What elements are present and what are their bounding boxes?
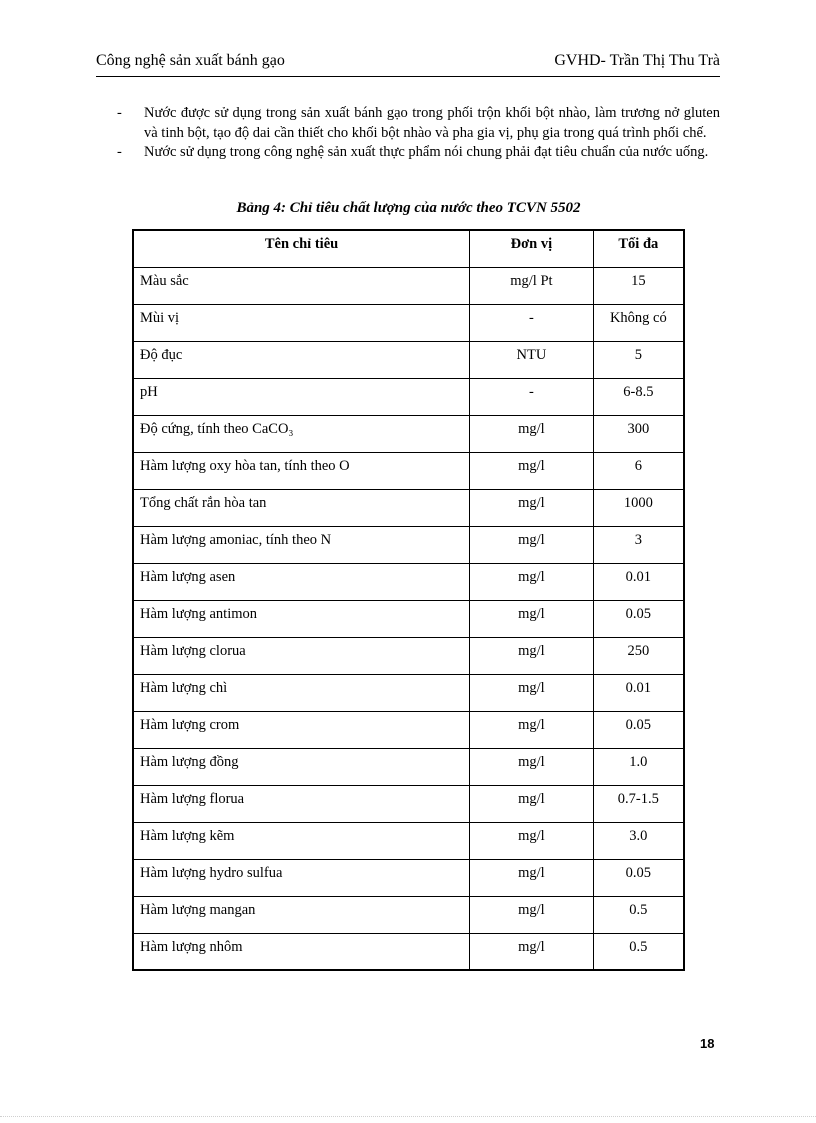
- page-header: [96, 52, 720, 77]
- table-row: [133, 748, 684, 785]
- table-row: [133, 822, 684, 859]
- parameter-name-cell: Hàm lượng mangan: [133, 896, 470, 933]
- max-value-cell: 300: [593, 415, 684, 452]
- parameter-name-cell: Hàm lượng florua: [133, 785, 470, 822]
- max-value-cell: 6: [593, 452, 684, 489]
- parameter-name-cell: Hàm lượng crom: [133, 711, 470, 748]
- parameter-name-cell: Mùi vị: [133, 304, 470, 341]
- supervisor-label: GVHD- Trần Thị Thu Trà: [554, 52, 720, 69]
- table-row: [133, 600, 684, 637]
- max-value-cell: 3: [593, 526, 684, 563]
- unit-cell: mg/l: [470, 933, 594, 970]
- unit-cell: mg/l: [470, 859, 594, 896]
- unit-cell: mg/l: [470, 674, 594, 711]
- water-quality-table: [132, 229, 685, 971]
- parameter-name-cell: Tổng chất rắn hòa tan: [133, 489, 470, 526]
- column-header-max: Tối đa: [593, 230, 684, 267]
- unit-cell: mg/l: [470, 600, 594, 637]
- table-row: [133, 378, 684, 415]
- unit-cell: mg/l: [470, 415, 594, 452]
- list-item: [117, 104, 720, 143]
- unit-cell: mg/l: [470, 637, 594, 674]
- bullet-marker: -: [117, 144, 122, 160]
- table-row: [133, 859, 684, 896]
- table-row: [133, 896, 684, 933]
- unit-cell: NTU: [470, 341, 594, 378]
- unit-cell: mg/l: [470, 785, 594, 822]
- max-value-cell: 6-8.5: [593, 378, 684, 415]
- max-value-cell: 0.01: [593, 674, 684, 711]
- parameter-name-cell: Hàm lượng oxy hòa tan, tính theo O: [133, 452, 470, 489]
- bullet-text: Nước sử dụng trong công nghệ sản xuất thực phẩm nói chung phải đạt tiêu chuẩn của nước uống.: [144, 144, 709, 160]
- parameter-name-cell: Hàm lượng antimon: [133, 600, 470, 637]
- max-value-cell: 0.05: [593, 711, 684, 748]
- footer-divider: [0, 1116, 816, 1117]
- unit-cell: mg/l: [470, 711, 594, 748]
- max-value-cell: 3.0: [593, 822, 684, 859]
- parameter-name-cell: Hàm lượng amoniac, tính theo N: [133, 526, 470, 563]
- parameter-name-cell: Màu sắc: [133, 267, 470, 304]
- column-header-unit: Đơn vị: [470, 230, 594, 267]
- parameter-name-cell: Hàm lượng asen: [133, 563, 470, 600]
- max-value-cell: 0.01: [593, 563, 684, 600]
- bullet-text: Nước được sử dụng trong sản xuất bánh gạo trong phối trộn khối bột nhào, làm trương nở gluten và tinh bột, tạo độ dai cần thiết cho khối bột nhào và pha gia vị, phụ gia trong quá trình phối chế.: [144, 105, 720, 141]
- unit-cell: mg/l: [470, 896, 594, 933]
- table-row: [133, 933, 684, 970]
- max-value-cell: 15: [593, 267, 684, 304]
- unit-cell: mg/l Pt: [470, 267, 594, 304]
- table-row: [133, 711, 684, 748]
- max-value-cell: 1000: [593, 489, 684, 526]
- unit-cell: mg/l: [470, 822, 594, 859]
- max-value-cell: 0.5: [593, 933, 684, 970]
- table-row: [133, 415, 684, 452]
- parameter-name-cell: Độ đục: [133, 341, 470, 378]
- unit-cell: -: [470, 378, 594, 415]
- parameter-name-cell: Hàm lượng đồng: [133, 748, 470, 785]
- parameter-name-cell: Hàm lượng chì: [133, 674, 470, 711]
- table-row: [133, 304, 684, 341]
- max-value-cell: Không có: [593, 304, 684, 341]
- column-header-name: Tên chỉ tiêu: [133, 230, 470, 267]
- max-value-cell: 1.0: [593, 748, 684, 785]
- max-value-cell: 0.05: [593, 600, 684, 637]
- table-caption: Bảng 4: Chỉ tiêu chất lượng của nước theo TCVN 5502: [236, 200, 581, 216]
- table-row: [133, 785, 684, 822]
- parameter-name-cell: Hàm lượng clorua: [133, 637, 470, 674]
- parameter-name-cell: pH: [133, 378, 470, 415]
- table-row: [133, 452, 684, 489]
- max-value-cell: 0.7-1.5: [593, 785, 684, 822]
- unit-cell: mg/l: [470, 489, 594, 526]
- document-title: Công nghệ sản xuất bánh gạo: [96, 52, 285, 69]
- parameter-name-cell: Hàm lượng hydro sulfua: [133, 859, 470, 896]
- parameter-name-cell: Độ cứng, tính theo CaCO₃: [133, 415, 470, 452]
- unit-cell: mg/l: [470, 563, 594, 600]
- bullet-list: [117, 104, 720, 163]
- table-row: [133, 563, 684, 600]
- max-value-cell: 0.5: [593, 896, 684, 933]
- max-value-cell: 0.05: [593, 859, 684, 896]
- table-header-row: [133, 230, 684, 267]
- unit-cell: -: [470, 304, 594, 341]
- table-row: [133, 526, 684, 563]
- table-row: [133, 341, 684, 378]
- max-value-cell: 5: [593, 341, 684, 378]
- unit-cell: mg/l: [470, 748, 594, 785]
- page-number: 18: [700, 1036, 715, 1051]
- unit-cell: mg/l: [470, 526, 594, 563]
- table-row: [133, 674, 684, 711]
- max-value-cell: 250: [593, 637, 684, 674]
- unit-cell: mg/l: [470, 452, 594, 489]
- parameter-name-cell: Hàm lượng kẽm: [133, 822, 470, 859]
- table-row: [133, 267, 684, 304]
- bullet-marker: -: [117, 105, 122, 121]
- table-row: [133, 489, 684, 526]
- parameter-name-cell: Hàm lượng nhôm: [133, 933, 470, 970]
- list-item: [117, 143, 720, 163]
- table-row: [133, 637, 684, 674]
